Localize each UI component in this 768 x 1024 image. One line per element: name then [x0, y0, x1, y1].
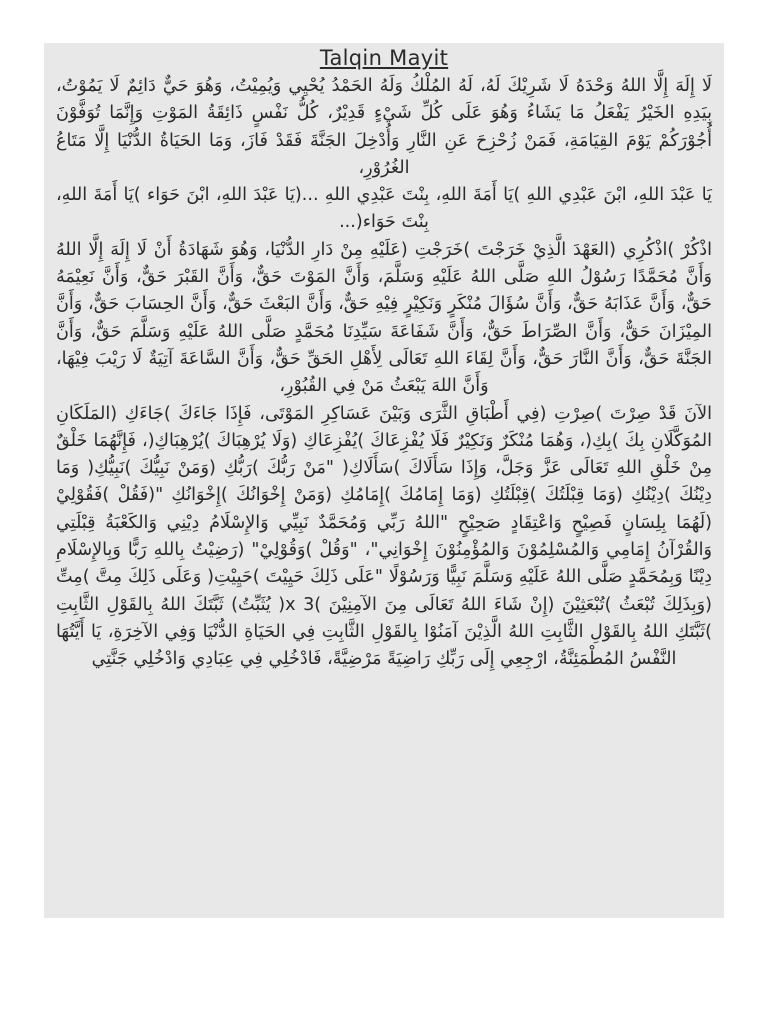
document-page	[44, 43, 724, 918]
paragraph-opening-praise: لَا إِلَهَ إِلَّا اللهُ وَحْدَهُ لَا شَرِيْكَ لَهُ، لَهُ المُلْكُ وَلَهُ الحَمْدُ يُحْيِي وَيُمِيْتُ، وَهُوَ حَيٌّ دَائِمٌ لَا يَمُوْتُ، بِيَدِهِ الخَيْرُ يَفْعَلُ مَا يَشَاءُ وَهُوَ عَلَى كُلِّ شَيْءٍ قَدِيْرٌ، كُلُّ نَفْسٍ ذَائِقَةُ المَوْتِ وَإِنَّمَا تُوَفَّوْنَ أُجُوْرَكُمْ يَوْمَ القِيَامَةِ، فَمَنْ زُحْزِحَ عَنِ النَّارِ وَأُدْخِلَ الجَنَّةَ فَقَدْ فَازَ، وَمَا الحَيَاةُ الدُّنْيَا إِلَّا مَتَاعُ الغُرُوْرِ،	[56, 76, 712, 178]
paragraph-calling-name: يَا عَبْدَ اللهِ، ابْنَ عَبْدِي اللهِ )يَا أَمَةَ اللهِ، بِنْتَ عَبْدِي اللهِ ...(يَا عَبْدَ اللهِ، ابْنَ حَوَاء )يَا أَمَةَ اللهِ، بِنْتَ حَوَاء(...	[56, 185, 712, 233]
document-title: Talqin Mayit	[319, 46, 449, 70]
document-body	[56, 73, 712, 674]
paragraph-instruction: الآنَ قَدْ صِرْتَ )صِرْتِ (فِي أَطْبَاقِ الثَّرَى وَبَيْنَ عَسَاكِرِ المَوْتَى، فَإِذَا جَاءَكَ )جَاءَكِ (المَلَكَانِ المُوَكَّلَانِ بِكَ )بِكِ(، وَهُمَا مُنْكَرٌ وَنَكِيْرٌ فَلَا يُفْزِعَاكَ )يُفْزِعَاكِ (وَلَا يُرْهِبَاكَ )يُرْهِبَاكِ(، فَإِنَّهُمَا خَلْقٌ مِنْ خَلْقِ اللهِ تَعَالَى عَزَّ وَجَلَّ، وَإِذَا سَأَلَاكَ )سَأَلَاكِ( "مَنْ رَبُّكَ )رَبُّكِ (وَمَنْ نَبِيُّكَ )نَبِيُّكِ( وَمَا دِيْنُكَ )دِيْنُكِ (وَمَا قِبْلَتُكَ )قِبْلَتُكِ (وَمَا إِمَامُكَ )إِمَامُكِ (وَمَنْ إِخْوَانُكَ )إِخْوَانُكِ "(فَقُلْ )فَقُوْلِيْ (لَهُمَا بِلِسَانٍ فَصِيْحٍ وَاعْتِقَادٍ صَحِيْحٍ "اللهُ رَبِّي وَمُحَمَّدٌ نَبِيِّي وَالإِسْلَامُ دِيْنِي وَالكَعْبَةُ قِبْلَتِي وَالقُرْآنُ إِمَامِي وَالمُسْلِمُوْنَ وَالمُؤْمِنُوْنَ إِخْوَانِي"، "وَقُلْ )وَقُوْلِيْ" (رَضِيْتُ بِاللهِ رَبًّا وَبِالإِسْلَامِ دِيْنًا وَبِمُحَمَّدٍ صَلَّى اللهُ عَلَيْهِ وَسَلَّمَ نَبِيًّا وَرَسُوْلًا "عَلَى ذَلِكَ حَيِيْتَ )حَيِيْتِ( وَعَلَى ذَلِكَ مِتَّ )مِتِّ (وَبِذَلِكَ تُبْعَثُ )تُبْعَثِيْنَ (إِنْ شَاءَ اللهُ تَعَالَى مِنَ الآمِنِيْنَ )3 x( يُثَبِّتُ) ثَبَّتَكَ اللهُ بِالقَوْلِ الثَّابِتِ )ثَبَّتَكِ اللهُ بِالقَوْلِ الثَّابِتِ اللهُ الَّذِيْنَ آمَنُوْا بِالقَوْلِ الثَّابِتِ فِي الحَيَاةِ الدُّنْيَا وَفِي الآخِرَةِ، يَا أَيَّتُهَا النَّفْسُ المُطْمَئِنَّةُ، ارْجِعِي إِلَى رَبِّكِ رَاضِيَةً مَرْضِيَّةً، فَادْخُلِي فِي عِبَادِي وَادْخُلِي جَنَّتِي	[56, 403, 713, 670]
paragraph-remembrance: اذْكُرْ )اذْكُرِي (العَهْدَ الَّذِيْ خَرَجْتَ )خَرَجْتِ (عَلَيْهِ مِنْ دَارِ الدُّنْيَا، وَهُوَ شَهَادَةُ أَنْ لَا إِلَهَ إِلَّا اللهُ وَأَنَّ مُحَمَّدًا رَسُوْلُ اللهِ صَلَّى اللهُ عَلَيْهِ وَسَلَّمَ، وَأَنَّ المَوْتَ حَقٌّ، وَأَنَّ القَبْرَ حَقٌّ، وَأَنَّ نَعِيْمَهُ حَقٌّ، وَأَنَّ عَذَابَهُ حَقٌّ، وَأَنَّ سُؤَالَ مُنْكَرٍ وَنَكِيْرٍ فِيْهِ حَقٌّ، وَأَنَّ البَعْثَ حَقٌّ، وَأَنَّ الحِسَابَ حَقٌّ، وَأَنَّ المِيْزَانَ حَقٌّ، وَأَنَّ الصِّرَاطَ حَقٌّ، وَأَنَّ شَفَاعَةَ سَيِّدِنَا مُحَمَّدٍ صَلَّى اللهُ عَلَيْهِ وَسَلَّمَ حَقٌّ، وَأَنَّ الجَنَّةَ حَقٌّ، وَأَنَّ النَّارَ حَقٌّ، وَأَنَّ لِقَاءَ اللهِ تَعَالَى لِأَهْلِ الحَقِّ حَقٌّ، وَأَنَّ السَّاعَةَ آتِيَةٌ لَا رَيْبَ فِيْهَا، وَأَنَّ اللهَ يَبْعَثُ مَنْ فِي القُبُوْرِ،	[56, 239, 712, 397]
